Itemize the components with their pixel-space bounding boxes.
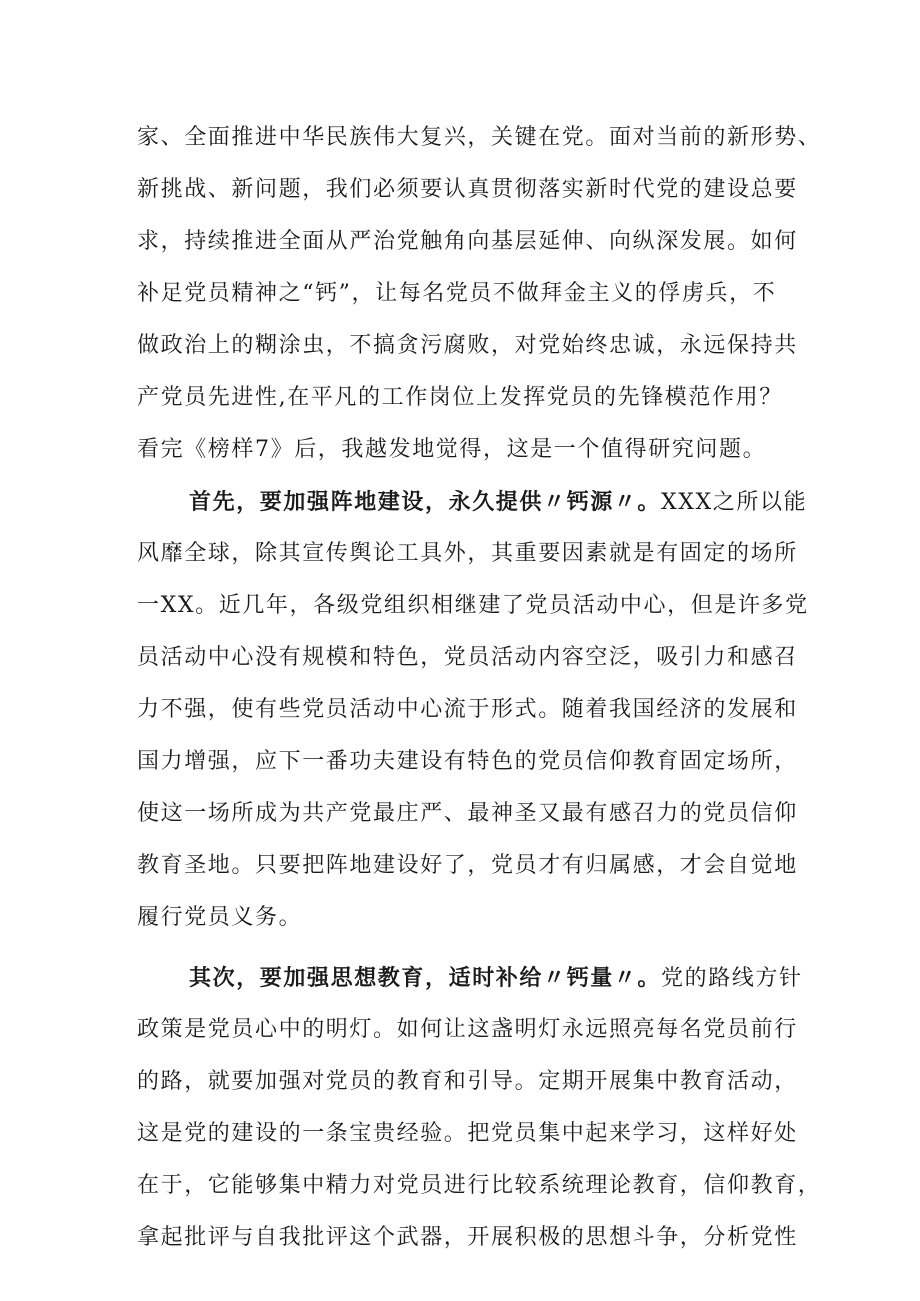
paragraph-1 xyxy=(137,112,820,476)
paragraph-text: 党的路线方针 xyxy=(661,966,803,991)
paragraph-line: 国力增强，应下一番功夫建设有特色的党员信仰教育固定场所， xyxy=(137,749,798,774)
paragraph-line: 教育圣地。只要把阵地建设好了，党员才有归属感，才会自觉地 xyxy=(137,853,798,878)
paragraph-line: 看完《榜样7》后，我越发地觉得，这是一个值得研究问题。 xyxy=(137,437,767,462)
paragraph-line: 新挑战、新问题，我们必须要认真贯彻落实新时代党的建设总要 xyxy=(137,177,798,202)
paragraph-first-line xyxy=(137,476,820,528)
paragraph-line: 这是党的建设的一条宝贵经验。把党员集中起来学习，这样好处 xyxy=(137,1121,798,1146)
paragraph-line: 力不强，使有些党员活动中心流于形式。随着我国经济的发展和 xyxy=(137,697,798,722)
section-heading: 首先，要加强阵地建设，永久提供〃钙源〃。 xyxy=(189,489,662,515)
paragraph-first-line xyxy=(137,952,820,1004)
paragraph-line: 家、全面推进中华民族伟大复兴，关键在党。面对当前的新形势、 xyxy=(137,125,822,150)
paragraph-line: 一XX。近几年，各级党组织相继建了党员活动中心，但是许多党 xyxy=(137,593,809,618)
paragraph-line: 补足党员精神之“钙”，让每名党员不做拜金主义的俘虏兵，不 xyxy=(137,281,777,306)
paragraph-line: 做政治上的糊涂虫，不搞贪污腐败，对党始终忠诚，永远保持共 xyxy=(137,333,798,358)
paragraph-2 xyxy=(137,476,820,944)
paragraph-line: 拿起批评与自我批评这个武器，开展积极的思想斗争，分析党性 xyxy=(137,1225,798,1250)
section-heading: 其次，要加强思想教育，适时补给〃钙量〃。 xyxy=(189,965,662,991)
paragraph-line: 员活动中心没有规模和特色，党员活动内容空泛，吸引力和感召 xyxy=(137,645,798,670)
paragraph-line: 使这一场所成为共产党最庄严、最神圣又最有感召力的党员信仰 xyxy=(137,801,798,826)
document-page xyxy=(137,112,820,1264)
paragraph-line: 的路，就要加强对党员的教育和引导。定期开展集中教育活动， xyxy=(137,1069,798,1094)
paragraph-line: 风靡全球，除其宣传舆论工具外，其重要因素就是有固定的场所 xyxy=(137,541,798,566)
paragraph-line: 产党员先进性,在平凡的工作岗位上发挥党员的先锋模范作用？ xyxy=(137,385,783,410)
paragraph-text: XXX之所以能 xyxy=(661,490,808,515)
paragraph-line: 求，持续推进全面从严治党触角向基层延伸、向纵深发展。如何 xyxy=(137,229,798,254)
paragraph-3 xyxy=(137,952,820,1264)
paragraph-line: 政策是党员心中的明灯。如何让这盏明灯永远照亮每名党员前行 xyxy=(137,1017,798,1042)
paragraph-line: 履行党员义务。 xyxy=(137,905,303,930)
paragraph-line: 在于，它能够集中精力对党员进行比较系统理论教育，信仰教育， xyxy=(137,1173,822,1198)
